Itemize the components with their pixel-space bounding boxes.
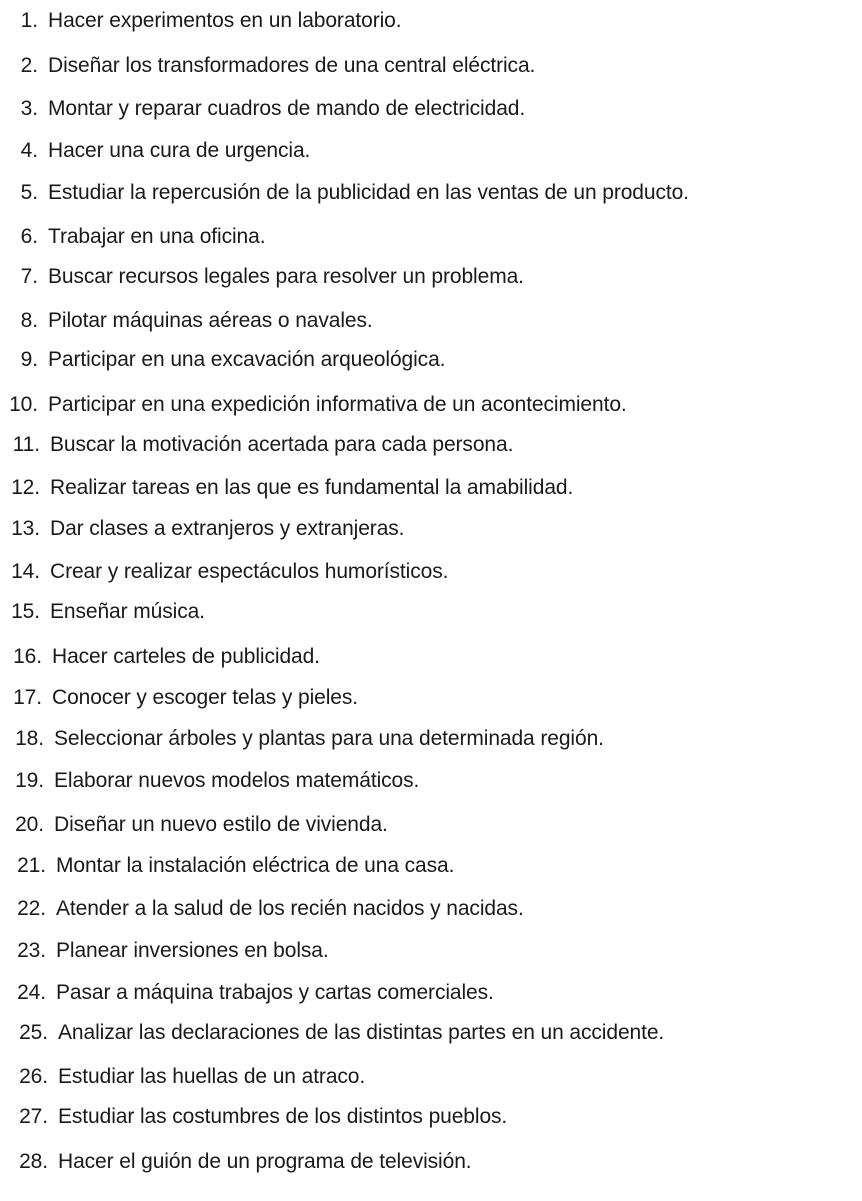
item-text: Montar la instalación eléctrica de una casa. [56, 854, 455, 877]
item-number: 5. [20, 181, 38, 204]
item-number: 2. [20, 54, 38, 77]
item-text: Dar clases a extranjeros y extranjeras. [50, 517, 405, 540]
list-item [0, 430, 513, 460]
item-text: Hacer experimentos en un laboratorio. [48, 9, 402, 32]
item-text: Montar y reparar cuadros de mando de electricidad. [48, 97, 526, 120]
list-item [0, 1102, 507, 1132]
item-text: Crear y realizar espectáculos humorísticos. [50, 560, 449, 583]
item-number: 24. [17, 981, 46, 1004]
item-text: Hacer una cura de urgencia. [48, 139, 311, 162]
item-number: 13. [11, 517, 40, 540]
list-item [0, 1018, 664, 1048]
list-item [0, 851, 454, 881]
list-item [0, 724, 604, 754]
list-item [0, 557, 448, 587]
list-item [0, 6, 402, 36]
item-number: 19. [15, 769, 44, 792]
item-number: 7. [20, 265, 38, 288]
item-number: 23. [17, 939, 46, 962]
item-number: 17. [13, 686, 42, 709]
item-number: 27. [19, 1105, 48, 1128]
item-number: 6. [20, 225, 38, 248]
item-text: Analizar las declaraciones de las distintas partes en un accidente. [58, 1021, 665, 1044]
list-item [0, 94, 525, 124]
item-text: Diseñar los transformadores de una central eléctrica. [48, 54, 536, 77]
list-item [0, 936, 329, 966]
item-text: Participar en una excavación arqueológica. [48, 348, 446, 371]
item-text: Diseñar un nuevo estilo de vivienda. [54, 813, 388, 836]
list-item [0, 978, 494, 1008]
item-text: Estudiar las costumbres de los distintos pueblos. [58, 1105, 508, 1128]
list-item [0, 597, 205, 627]
item-number: 26. [19, 1065, 48, 1088]
list-item [0, 136, 310, 166]
list-item [0, 766, 419, 796]
item-text: Estudiar la repercusión de la publicidad en las ventas de un producto. [48, 181, 689, 204]
list-item [0, 642, 320, 672]
item-number: 14. [11, 560, 40, 583]
item-number: 20. [15, 813, 44, 836]
item-text: Pasar a máquina trabajos y cartas comerciales. [56, 981, 494, 1004]
item-text: Conocer y escoger telas y pieles. [52, 686, 359, 709]
list-item [0, 1062, 365, 1092]
item-number: 4. [20, 139, 38, 162]
item-number: 12. [11, 476, 40, 499]
item-text: Planear inversiones en bolsa. [56, 939, 329, 962]
item-text: Realizar tareas en las que es fundamental la amabilidad. [50, 476, 574, 499]
list-item [0, 810, 388, 840]
list-item [0, 51, 535, 81]
list-item [0, 473, 573, 503]
list-item [0, 262, 524, 292]
list-item [0, 178, 689, 208]
item-number: 15. [11, 600, 40, 623]
item-number: 10. [9, 393, 38, 416]
item-text: Seleccionar árboles y plantas para una determinada región. [54, 727, 604, 750]
item-number: 11. [12, 433, 40, 456]
item-number: 1. [20, 9, 38, 32]
item-text: Hacer el guión de un programa de televisión. [58, 1150, 472, 1173]
item-text: Hacer carteles de publicidad. [52, 645, 320, 668]
item-number: 9. [20, 348, 38, 371]
item-number: 25. [19, 1021, 48, 1044]
list-item [0, 222, 265, 252]
list-item [0, 306, 373, 336]
item-number: 3. [20, 97, 38, 120]
list-item [0, 514, 404, 544]
item-text: Estudiar las huellas de un atraco. [58, 1065, 366, 1088]
item-text: Trabajar en una oficina. [48, 225, 266, 248]
item-text: Elaborar nuevos modelos matemáticos. [54, 769, 420, 792]
list-item [0, 683, 358, 713]
list-item [0, 1147, 472, 1177]
list-item [0, 390, 627, 420]
item-text: Enseñar música. [50, 600, 205, 623]
list-item [0, 345, 445, 375]
list-item [0, 894, 524, 924]
item-number: 28. [19, 1150, 48, 1173]
item-number: 22. [17, 897, 46, 920]
item-number: 8. [20, 309, 38, 332]
item-number: 16. [13, 645, 42, 668]
item-text: Pilotar máquinas aéreas o navales. [48, 309, 373, 332]
item-text: Atender a la salud de los recién nacidos y nacidas. [56, 897, 524, 920]
item-number: 21. [17, 854, 46, 877]
item-text: Buscar recursos legales para resolver un problema. [48, 265, 524, 288]
item-text: Buscar la motivación acertada para cada persona. [50, 433, 514, 456]
item-text: Participar en una expedición informativa de un acontecimiento. [48, 393, 627, 416]
item-number: 18. [15, 727, 44, 750]
